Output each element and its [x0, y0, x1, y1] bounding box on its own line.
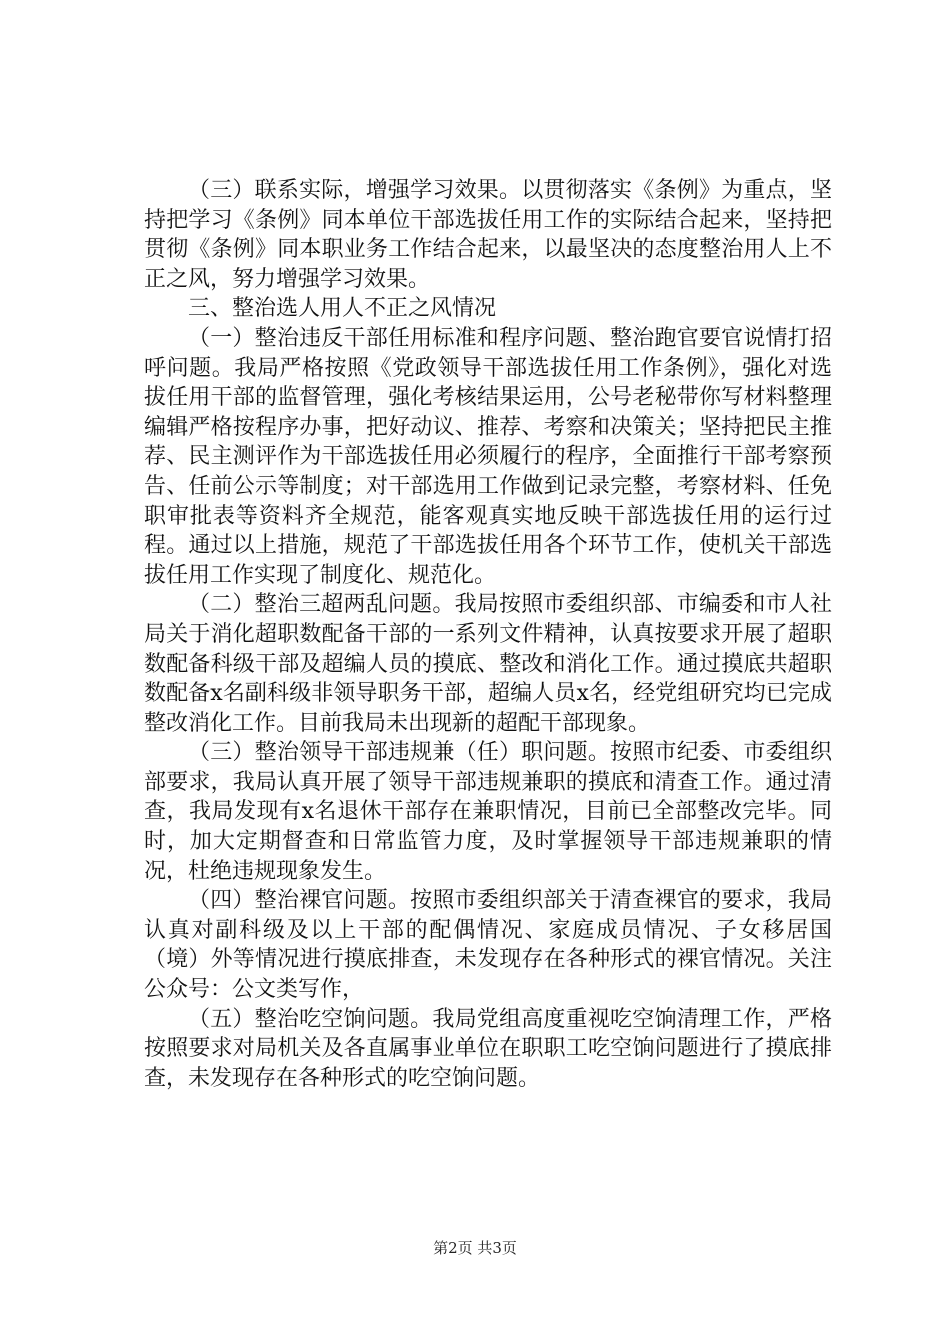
- document-body: [144, 176, 832, 1093]
- paragraph-study-effect: （三）联系实际，增强学习效果。以贯彻落实《条例》为重点，坚持把学习《条例》同本单位干部选拔任用工作的实际结合起来，坚持把贯彻《条例》同本职业务工作结合起来，以最坚决的态度整治用人上不正之风，努力增强学习效果。: [144, 178, 832, 292]
- page-footer: 第2页 共3页: [433, 1239, 517, 1257]
- section-heading-rectification: 三、整治选人用人不正之风情况: [188, 296, 497, 322]
- paragraph-over-staffing: （二）整治三超两乱问题。我局按照市委组织部、市编委和市人社局关于消化超职数配备干部的一系列文件精神，认真按要求开展了超职数配备科级干部及超编人员的摸底、整改和消化工作。通过摸底共超职数配备x名副科级非领导职务干部，超编人员x名，经党组研究均已完成整改消化工作。目前我局未出现新的超配干部现象。: [144, 592, 832, 736]
- paragraph-appointment-standards: （一）整治违反干部任用标准和程序问题、整治跑官要官说情打招呼问题。我局严格按照《党政领导干部选拔任用工作条例》，强化对选拔任用干部的监督管理，强化考核结果运用，公号老秘带你写材料整理编辑严格按程序办事，把好动议、推荐、考察和决策关；坚持把民主推荐、民主测评作为干部选拔任用必须履行的程序，全面推行干部考察预告、任前公示等制度；对干部选用工作做到记录完整，考察材料、任免职审批表等资料齐全规范，能客观真实地反映干部选拔任用的运行过程。通过以上措施，规范了干部选拔任用各个环节工作，使机关干部选拔任用工作实现了制度化、规范化。: [144, 325, 832, 588]
- paragraph-naked-officials: （四）整治裸官问题。按照市委组织部关于清查裸官的要求，我局认真对副科级及以上干部的配偶情况、家庭成员情况、子女移居国（境）外等情况进行摸底排查，未发现存在各种形式的裸官情况。关注公众号：公文类写作，: [144, 888, 832, 1003]
- paragraph-ghost-payroll: （五）整治吃空饷问题。我局党组高度重视吃空饷清理工作，严格按照要求对局机关及各直属事业单位在职职工吃空饷问题进行了摸底排查，未发现存在各种形式的吃空饷问题。: [144, 1006, 832, 1091]
- paragraph-concurrent-posts: （三）整治领导干部违规兼（任）职问题。按照市纪委、市委组织部要求，我局认真开展了领导干部违规兼职的摸底和清查工作。通过清查，我局发现有x名退休干部存在兼职情况，目前已全部整改完毕。同时，加大定期督查和日常监管力度，及时掌握领导干部违规兼职的情况，杜绝违规现象发生。: [144, 740, 832, 884]
